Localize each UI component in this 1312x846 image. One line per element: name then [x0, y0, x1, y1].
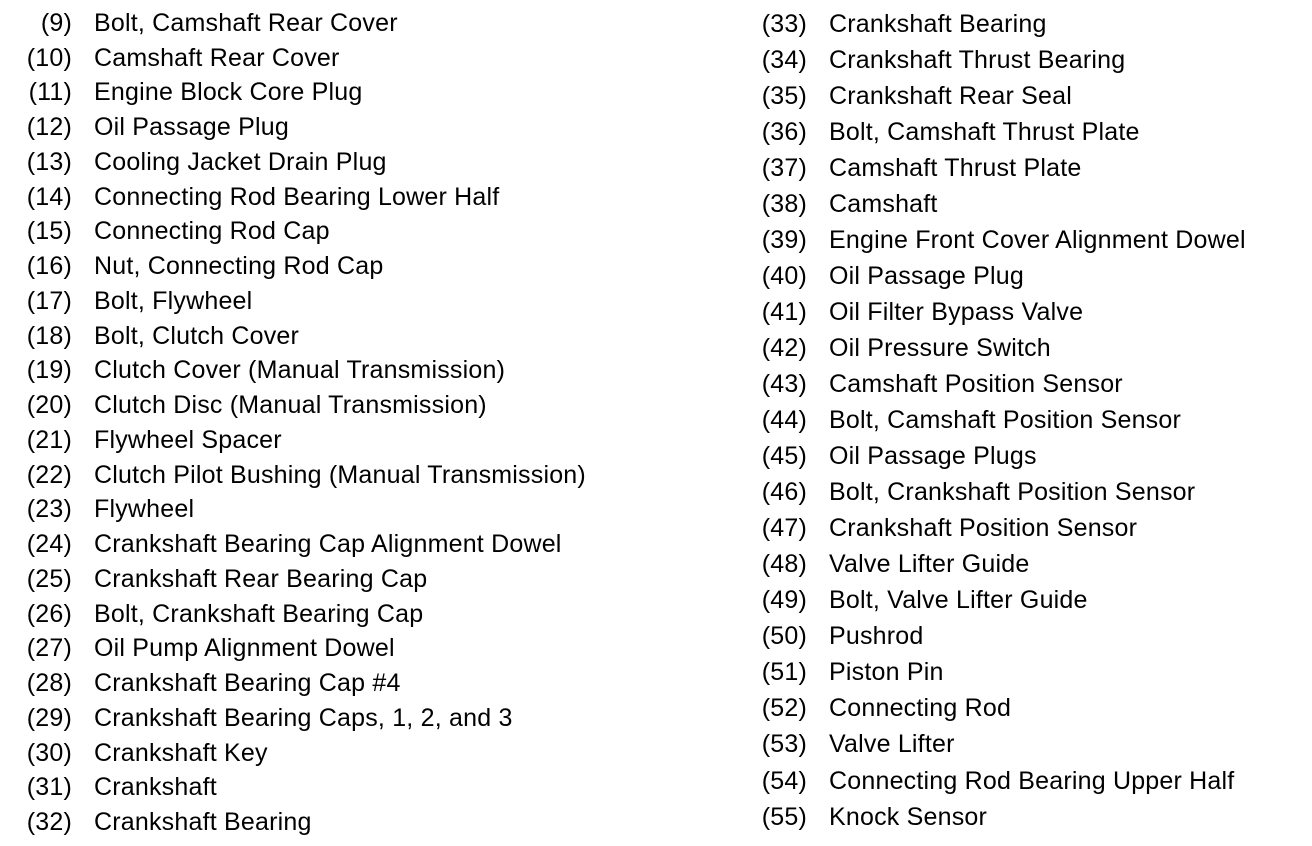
legend-left-column	[0, 6, 650, 840]
item-number: (32)	[26, 808, 72, 837]
legend-item	[740, 114, 1310, 150]
item-number: (38)	[761, 189, 807, 218]
item-label: Camshaft Thrust Plate	[829, 153, 1082, 182]
item-number: (44)	[761, 406, 807, 435]
item-label: Crankshaft Position Sensor	[829, 514, 1138, 543]
legend-item	[740, 222, 1310, 258]
item-label: Crankshaft Bearing	[94, 808, 312, 837]
item-number: (50)	[761, 622, 807, 651]
item-number: (25)	[26, 564, 72, 593]
item-label: Valve Lifter Guide	[829, 550, 1030, 579]
legend-item	[740, 42, 1310, 78]
item-label: Engine Block Core Plug	[94, 78, 363, 107]
item-label: Connecting Rod Cap	[94, 217, 330, 246]
item-label: Camshaft Rear Cover	[94, 43, 340, 72]
item-label: Crankshaft Rear Bearing Cap	[94, 564, 428, 593]
item-number: (30)	[26, 738, 72, 767]
item-number: (11)	[28, 78, 72, 107]
item-number: (41)	[761, 297, 807, 326]
item-label: Oil Passage Plug	[829, 261, 1024, 290]
item-label: Bolt, Crankshaft Position Sensor	[829, 478, 1196, 507]
item-label: Connecting Rod	[829, 694, 1012, 723]
item-number: (39)	[761, 225, 807, 254]
item-number: (10)	[26, 43, 72, 72]
legend-item	[0, 110, 650, 145]
item-label: Crankshaft Bearing Cap #4	[94, 669, 401, 698]
item-label: Crankshaft Thrust Bearing	[829, 45, 1126, 74]
item-number: (22)	[26, 460, 72, 489]
legend-item	[740, 619, 1310, 655]
item-number: (16)	[26, 252, 72, 281]
legend-item	[0, 284, 650, 319]
item-label: Bolt, Camshaft Thrust Plate	[829, 117, 1140, 146]
item-label: Oil Passage Plugs	[829, 442, 1037, 471]
item-label: Oil Passage Plug	[94, 113, 289, 142]
legend-item	[0, 771, 650, 806]
item-label: Flywheel	[94, 495, 195, 524]
item-label: Bolt, Clutch Cover	[94, 321, 300, 350]
item-number: (17)	[26, 286, 72, 315]
item-label: Oil Pressure Switch	[829, 333, 1051, 362]
item-number: (31)	[26, 773, 72, 802]
legend-item	[0, 215, 650, 250]
legend-item	[740, 258, 1310, 294]
item-number: (28)	[26, 669, 72, 698]
legend-item	[0, 423, 650, 458]
legend-item	[0, 145, 650, 180]
item-label: Camshaft	[829, 189, 938, 218]
item-number: (29)	[26, 703, 72, 732]
item-label: Crankshaft Bearing Caps, 1, 2, and 3	[94, 703, 513, 732]
item-number: (20)	[26, 391, 72, 420]
item-number: (54)	[761, 766, 807, 795]
legend-item	[0, 527, 650, 562]
item-number: (49)	[761, 586, 807, 615]
legend-item	[0, 41, 650, 76]
item-number: (34)	[761, 45, 807, 74]
legend-item	[0, 666, 650, 701]
item-number: (23)	[26, 495, 72, 524]
item-label: Clutch Pilot Bushing (Manual Transmission)	[94, 460, 586, 489]
legend-item	[0, 701, 650, 736]
legend-item	[740, 439, 1310, 475]
item-label: Camshaft Position Sensor	[829, 369, 1123, 398]
legend-item	[0, 736, 650, 771]
legend-item	[740, 655, 1310, 691]
item-number: (55)	[761, 802, 807, 831]
item-label: Bolt, Crankshaft Bearing Cap	[94, 599, 424, 628]
legend-item	[0, 319, 650, 354]
legend-item	[740, 691, 1310, 727]
item-label: Clutch Cover (Manual Transmission)	[94, 356, 506, 385]
item-number: (27)	[26, 634, 72, 663]
item-number: (43)	[761, 369, 807, 398]
item-label: Bolt, Valve Lifter Guide	[829, 586, 1088, 615]
item-number: (53)	[761, 730, 807, 759]
item-number: (9)	[40, 8, 72, 37]
item-label: Oil Filter Bypass Valve	[829, 297, 1084, 326]
item-label: Bolt, Camshaft Rear Cover	[94, 8, 398, 37]
legend-right-column	[740, 6, 1310, 835]
item-number: (45)	[761, 442, 807, 471]
item-label: Connecting Rod Bearing Lower Half	[94, 182, 500, 211]
item-number: (40)	[761, 261, 807, 290]
legend-item	[0, 76, 650, 111]
item-label: Crankshaft	[94, 773, 217, 802]
legend-item	[740, 727, 1310, 763]
legend-item	[0, 6, 650, 41]
item-number: (36)	[761, 117, 807, 146]
legend-item	[0, 458, 650, 493]
item-label: Clutch Disc (Manual Transmission)	[94, 391, 487, 420]
item-number: (26)	[26, 599, 72, 628]
legend-item	[740, 366, 1310, 402]
item-label: Engine Front Cover Alignment Dowel	[829, 225, 1246, 254]
item-label: Piston Pin	[829, 658, 944, 687]
legend-item	[740, 799, 1310, 835]
legend-item	[0, 180, 650, 215]
legend-item	[740, 547, 1310, 583]
legend-item	[740, 330, 1310, 366]
item-label: Crankshaft Key	[94, 738, 268, 767]
legend-item	[0, 493, 650, 528]
item-label: Bolt, Flywheel	[94, 286, 253, 315]
legend-item	[740, 583, 1310, 619]
legend-item	[740, 763, 1310, 799]
legend-item	[0, 597, 650, 632]
item-number: (42)	[761, 333, 807, 362]
item-number: (35)	[761, 81, 807, 110]
legend-item	[0, 388, 650, 423]
item-number: (37)	[761, 153, 807, 182]
item-label: Connecting Rod Bearing Upper Half	[829, 766, 1235, 795]
item-label: Nut, Connecting Rod Cap	[94, 252, 384, 281]
item-number: (46)	[761, 478, 807, 507]
legend-item	[0, 632, 650, 667]
item-label: Knock Sensor	[829, 802, 988, 831]
legend-item	[0, 805, 650, 840]
item-number: (19)	[26, 356, 72, 385]
legend-item	[740, 150, 1310, 186]
item-number: (24)	[26, 530, 72, 559]
item-label: Cooling Jacket Drain Plug	[94, 147, 387, 176]
item-number: (51)	[761, 658, 807, 687]
legend-item	[0, 249, 650, 284]
legend-item	[0, 562, 650, 597]
legend-item	[740, 511, 1310, 547]
legend-item	[0, 354, 650, 389]
item-number: (12)	[26, 113, 72, 142]
item-label: Crankshaft Bearing	[829, 9, 1047, 38]
item-number: (14)	[26, 182, 72, 211]
item-label: Bolt, Camshaft Position Sensor	[829, 406, 1181, 435]
item-number: (47)	[761, 514, 807, 543]
legend-item	[740, 475, 1310, 511]
item-label: Flywheel Spacer	[94, 425, 282, 454]
item-label: Oil Pump Alignment Dowel	[94, 634, 395, 663]
legend-item	[740, 403, 1310, 439]
item-number: (15)	[26, 217, 72, 246]
legend-item	[740, 294, 1310, 330]
item-label: Valve Lifter	[829, 730, 955, 759]
legend-item	[740, 6, 1310, 42]
legend-item	[740, 78, 1310, 114]
item-number: (48)	[761, 550, 807, 579]
item-number: (21)	[26, 425, 72, 454]
item-number: (33)	[761, 9, 807, 38]
legend-item	[740, 186, 1310, 222]
item-label: Crankshaft Rear Seal	[829, 81, 1073, 110]
item-label: Crankshaft Bearing Cap Alignment Dowel	[94, 530, 562, 559]
item-number: (18)	[26, 321, 72, 350]
item-label: Pushrod	[829, 622, 924, 651]
item-number: (52)	[761, 694, 807, 723]
item-number: (13)	[26, 147, 72, 176]
